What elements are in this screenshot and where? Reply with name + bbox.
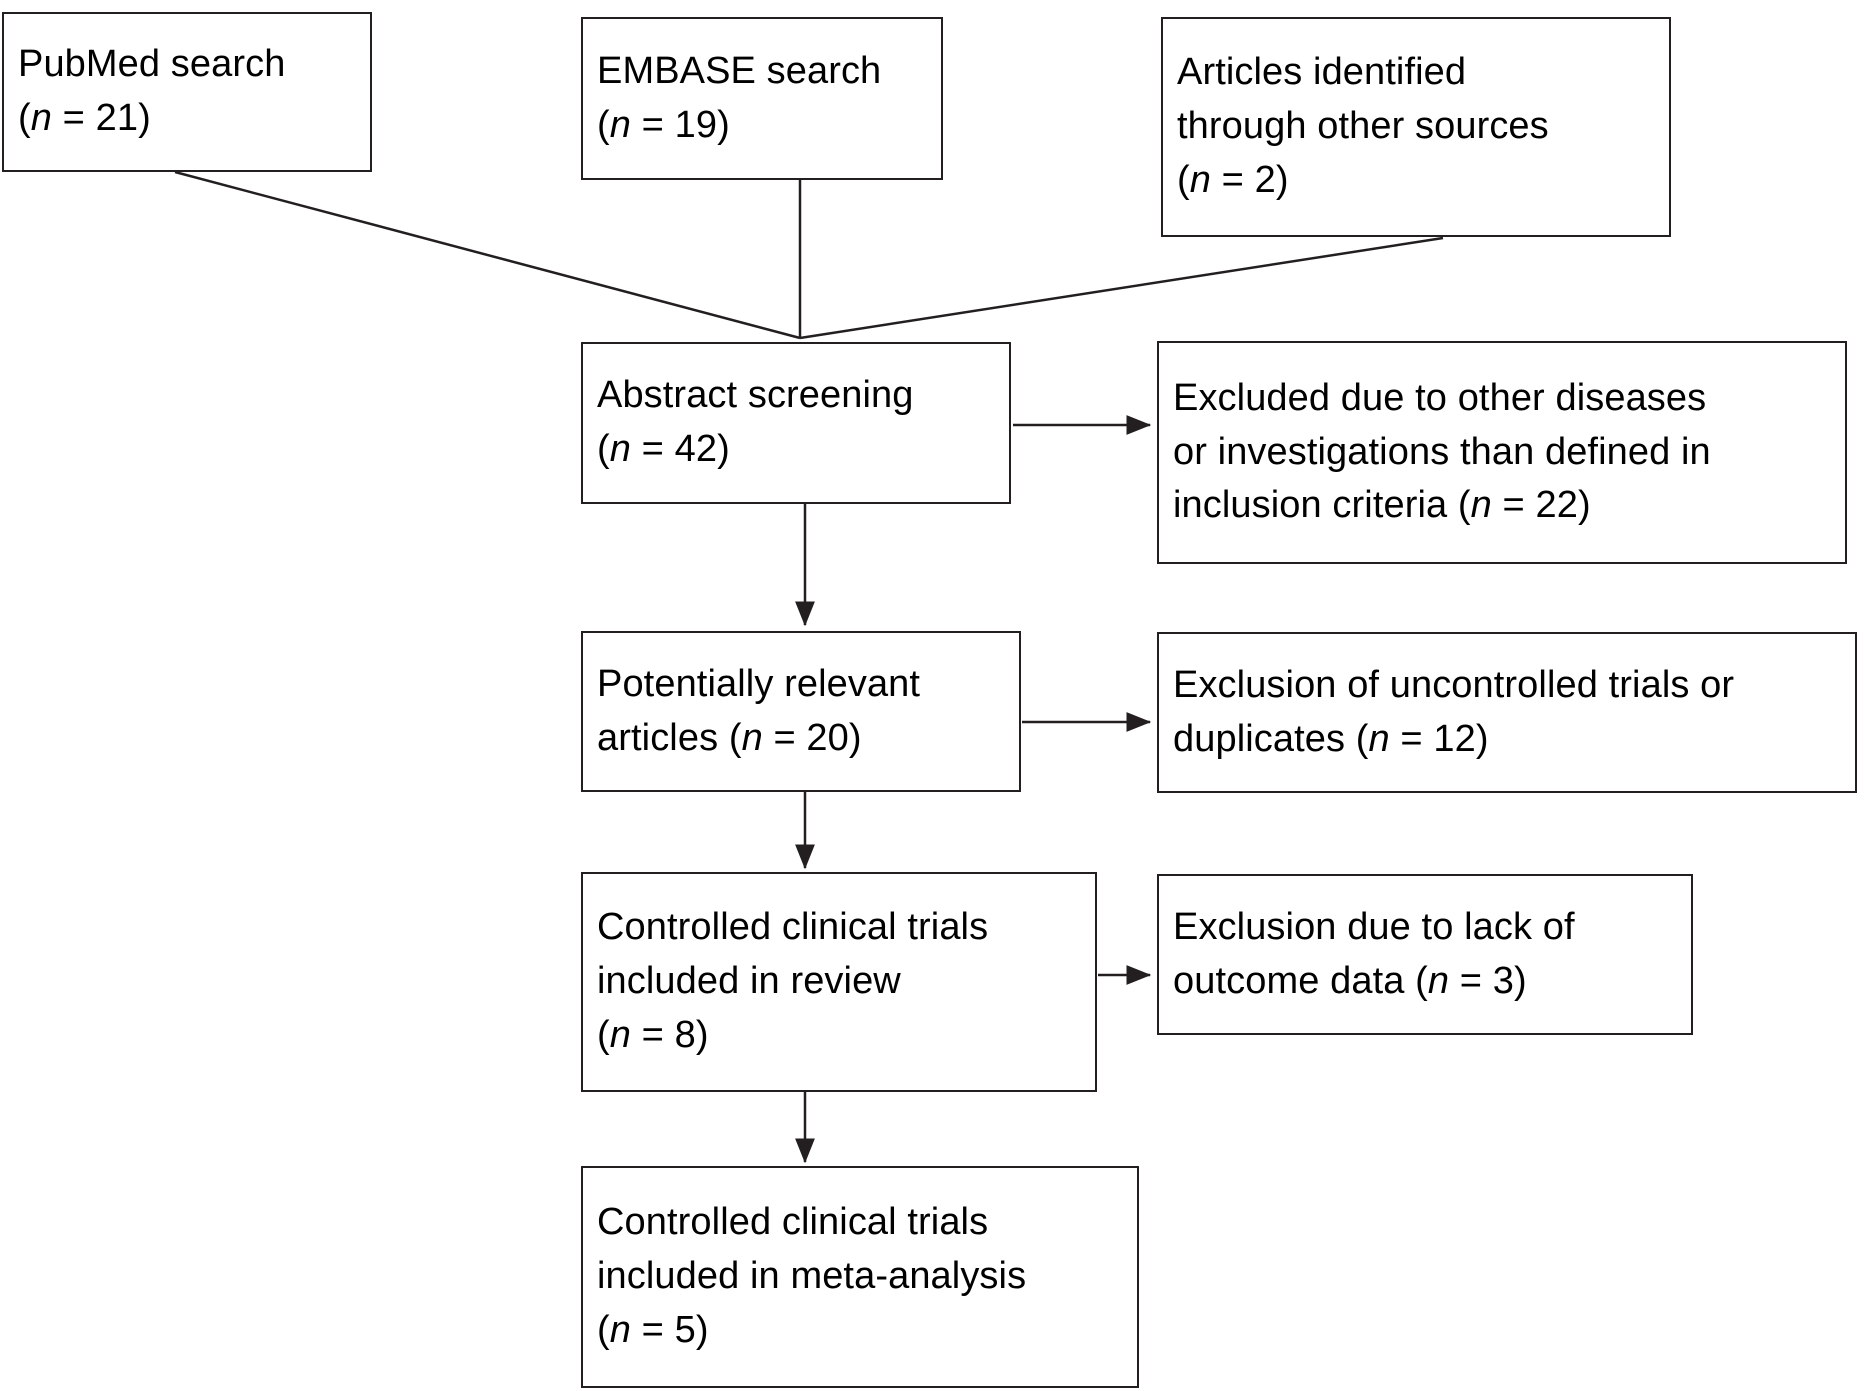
node-included-review	[581, 872, 1097, 1092]
italic-n: n	[1470, 484, 1492, 527]
node-abstract-screening	[581, 342, 1011, 504]
node-excl-dis-line2: or investigations than defined in	[1173, 430, 1711, 473]
node-pubmed-line2: (n = 21)	[18, 97, 151, 139]
node-review-line1: Controlled clinical trials	[597, 906, 989, 949]
node-excl-unc-line2: duplicates (n = 12)	[1173, 717, 1489, 760]
node-pubmed-search	[2, 12, 372, 172]
node-excl-dis-line1: Excluded due to other diseases	[1173, 376, 1707, 419]
italic-n: n	[741, 716, 763, 759]
italic-n: n	[609, 428, 631, 470]
node-excl-unc-line1: Exclusion of uncontrolled trials or	[1173, 663, 1735, 706]
italic-n: n	[1189, 158, 1211, 201]
node-potentially-relevant	[581, 631, 1021, 792]
node-excl-out-line2: outcome data (n = 3)	[1173, 959, 1527, 1002]
italic-n: n	[609, 1308, 631, 1351]
node-included-meta	[581, 1166, 1139, 1388]
node-meta-line3: (n = 5)	[597, 1308, 709, 1351]
italic-n: n	[1368, 717, 1390, 760]
node-other-sources	[1161, 17, 1671, 237]
node-meta-line2: included in meta-analysis	[597, 1255, 1027, 1298]
node-other-line2: through other sources	[1177, 105, 1549, 148]
node-excluded-outcome	[1157, 874, 1693, 1035]
node-excl-dis-line3: inclusion criteria (n = 22)	[1173, 484, 1591, 527]
node-excluded-uncontrolled	[1157, 632, 1857, 793]
node-excl-out-line1: Exclusion due to lack of	[1173, 905, 1575, 948]
node-review-line2: included in review	[597, 960, 901, 1003]
node-relevant-line2: articles (n = 20)	[597, 716, 862, 759]
node-abstract-line2: (n = 42)	[597, 428, 730, 470]
node-other-line1: Articles identified	[1177, 51, 1467, 94]
edge-pubmed-to-abstract	[175, 172, 800, 338]
node-embase-line1: EMBASE search	[597, 49, 882, 92]
node-excluded-diseases	[1157, 341, 1847, 564]
edge-other-to-abstract	[800, 238, 1443, 338]
italic-n: n	[30, 97, 52, 139]
italic-n: n	[1427, 959, 1450, 1002]
node-abstract-line1: Abstract screening	[597, 374, 914, 417]
italic-n: n	[609, 1013, 631, 1056]
node-meta-line1: Controlled clinical trials	[597, 1201, 989, 1244]
node-embase-search	[581, 17, 943, 180]
italic-n: n	[609, 103, 631, 146]
node-review-line3: (n = 8)	[597, 1013, 709, 1056]
node-relevant-line1: Potentially relevant	[597, 662, 921, 705]
node-embase-line2: (n = 19)	[597, 103, 730, 146]
node-pubmed-line1: PubMed search	[18, 43, 286, 86]
node-other-line3: (n = 2)	[1177, 158, 1289, 201]
